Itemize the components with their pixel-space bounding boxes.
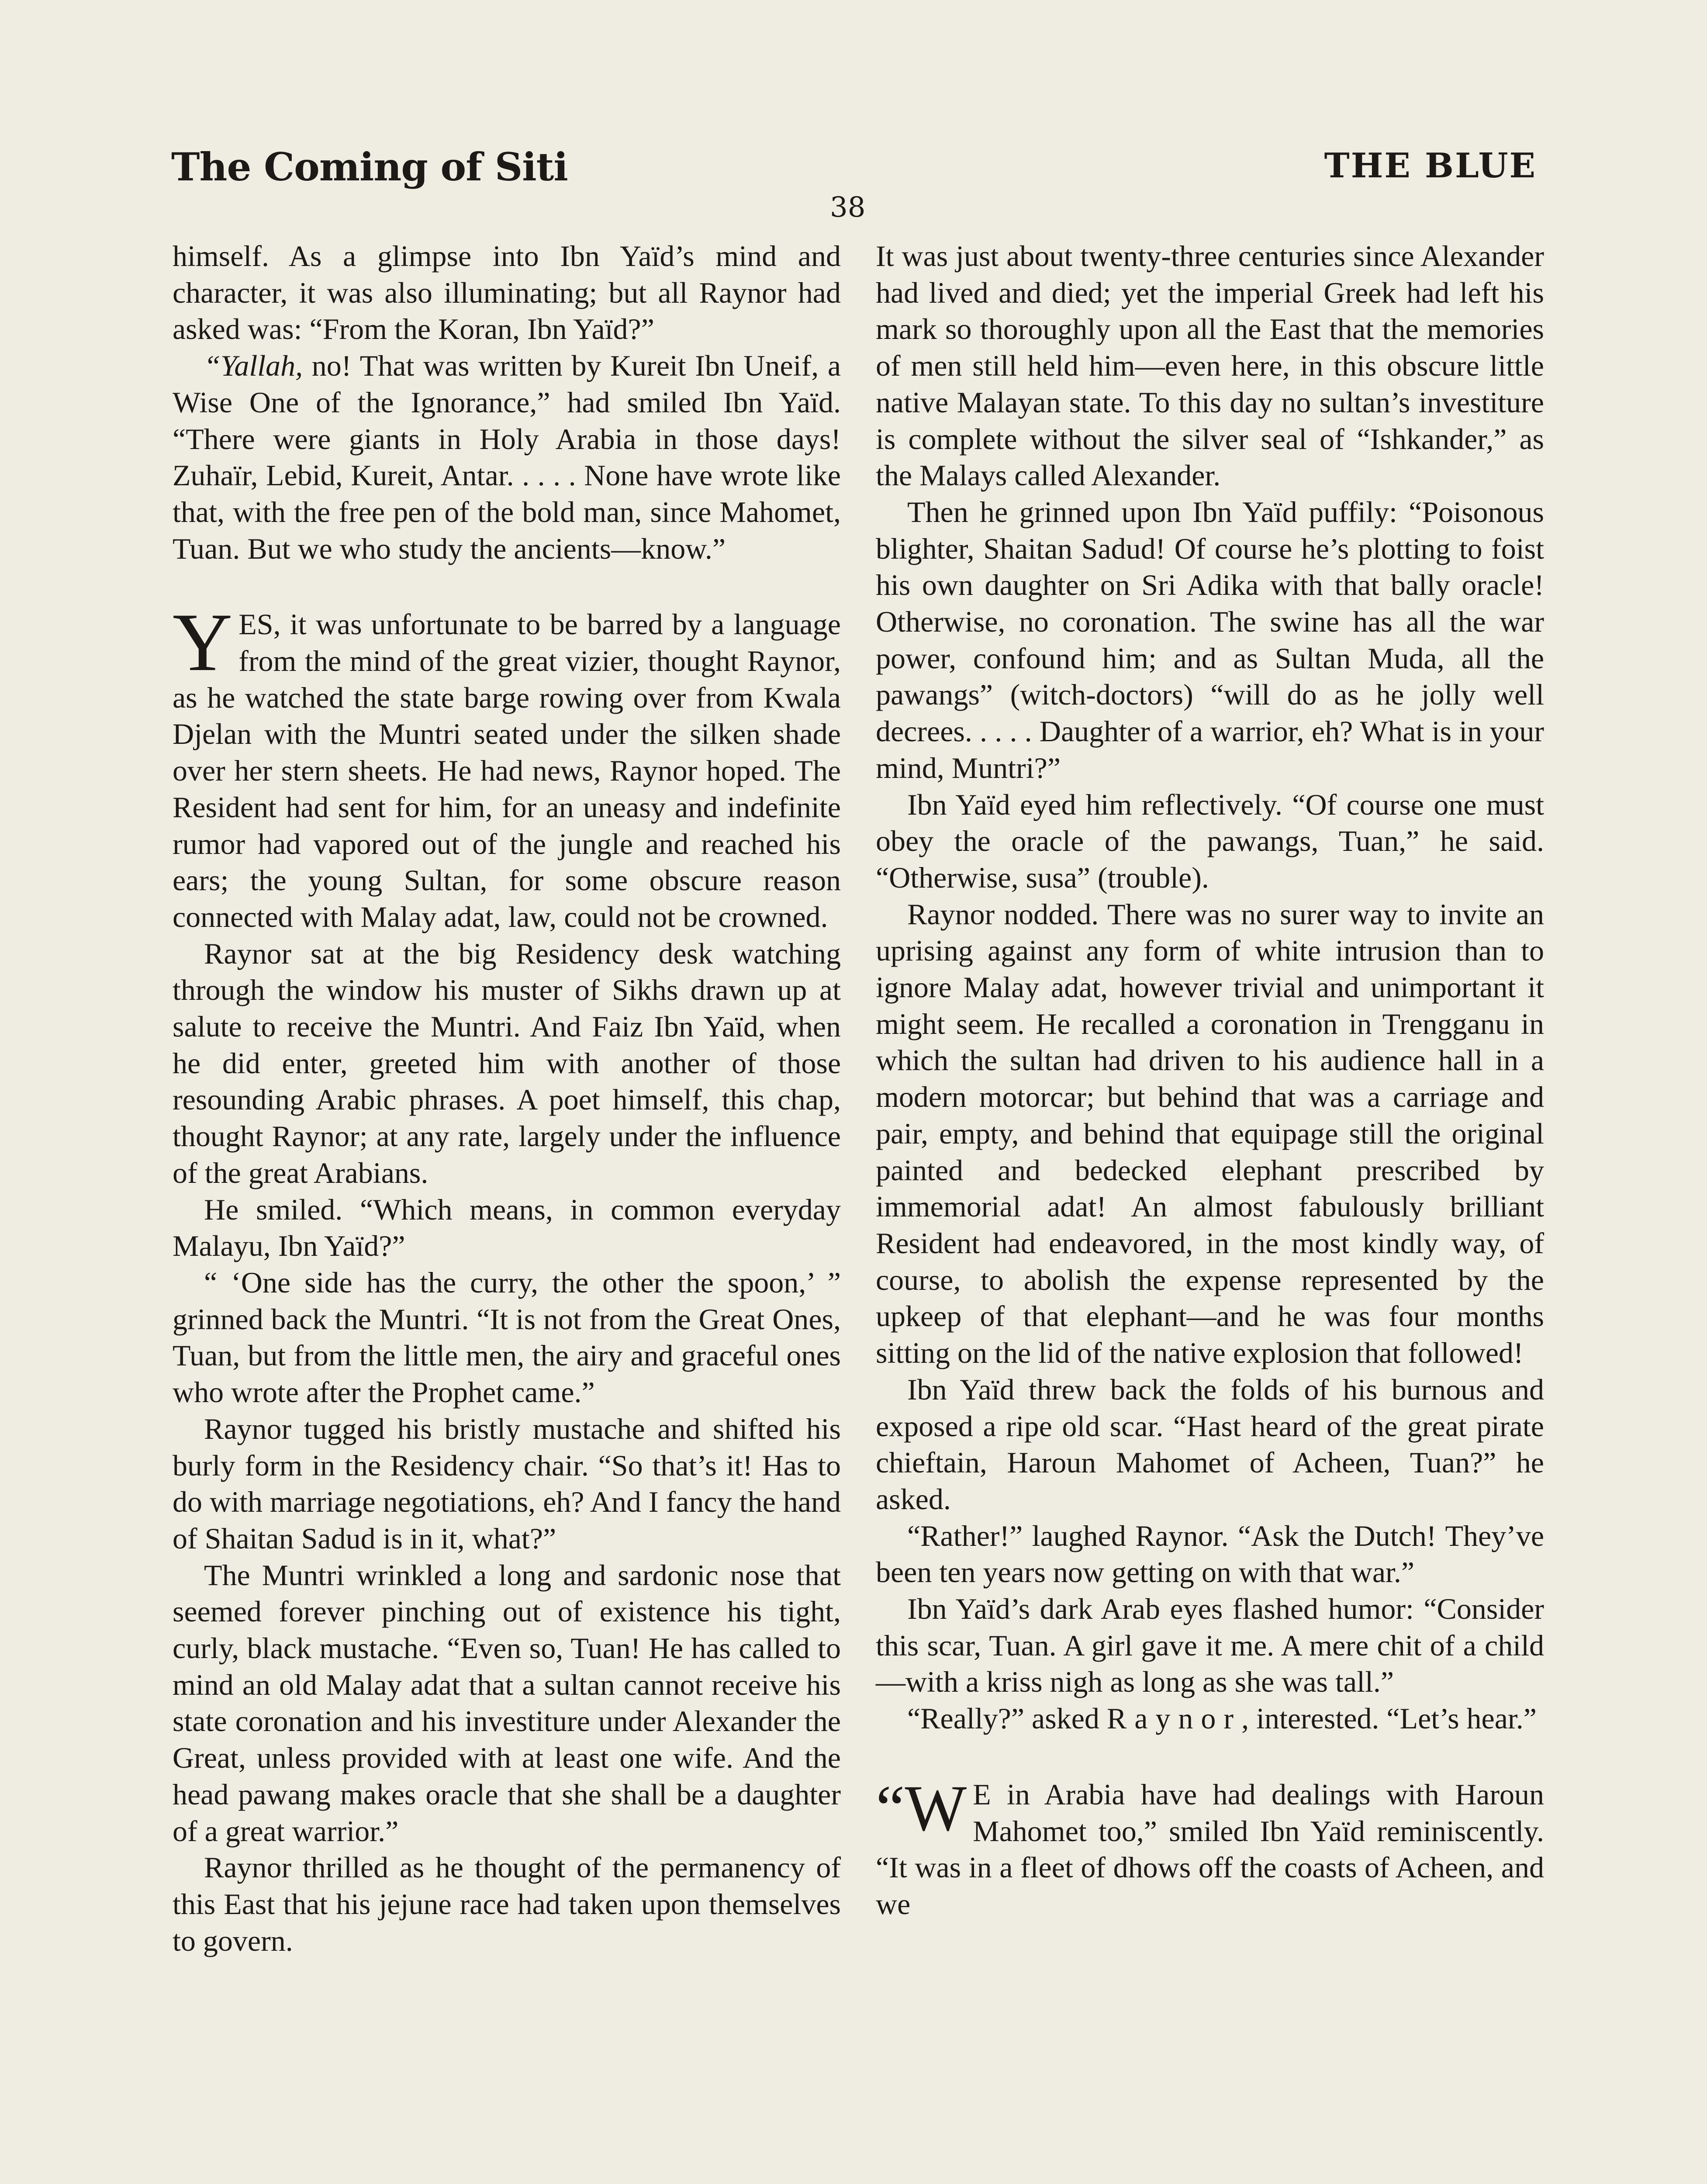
paragraph: “Really?” asked Raynor, interested. “Let’s hear.”: [907, 1702, 1537, 1735]
paragraph: He smiled. “Which means, in common everyday Malayu, Ibn Yaïd?”: [173, 1192, 841, 1263]
paragraph: The Muntri wrinkled a long and sardonic nose that seemed forever pinching out of existence his tight, curly, black mustache. “Even so, Tuan! He has called to mind an old Malay adat that a sultan cannot receive his state coronation and his investiture under Alexander the Great, unless provided with at least one wife. And the head pawang makes oracle that she shall be a daughter of a great warrior.”: [173, 1558, 841, 1848]
paragraph: himself. As a glimpse into Ibn Yaïd’s mind and character, it was also illuminating; but all Raynor had asked was: “From the Koran, Ibn Yaïd?”: [173, 239, 841, 346]
paragraph: “Yallah, no! That was written by Kureit Ibn Uneif, a Wise One of the Ignorance,” had smiled Ibn Yaïd. “There were giants in Holy Arabia in those days! Zuhaïr, Lebid, Kureit, Antar. . . . . None have wrote like that, with the free pen of the bold man, since Mahomet, Tuan. But we who study the ancients—know.”: [173, 349, 841, 565]
paragraph: Raynor sat at the big Residency desk watching through the window his muster of Sikhs drawn up at salute to receive the Muntri. And Faiz Ibn Yaïd, when he did enter, greeted him with another of those resounding Arabic phrases. A poet himself, this chap, thought Raynor; at any rate, largely under the influence of the great Arabians.: [173, 936, 841, 1189]
paragraph: “Rather!” laughed Raynor. “Ask the Dutch! They’ve been ten years now getting on with that war.”: [876, 1519, 1544, 1589]
page-number: 38: [830, 191, 866, 224]
drop-cap: Y: [173, 597, 233, 689]
paragraph: Raynor tugged his bristly mustache and shifted his burly form in the Residency chair. “So that’s it! Has to do with marriage negotiations, eh? And I fancy the hand of Shaitan Sadud is in it, what?”: [173, 1412, 841, 1555]
drop-cap: “W: [876, 1772, 967, 1845]
paragraph: Raynor thrilled as he thought of the permanency of this East that his jejune race had taken upon themselves to govern.: [173, 1851, 841, 1957]
magazine-title: THE BLUE: [1324, 146, 1537, 186]
paragraph: It was just about twenty-three centuries since Alexander had lived and died; yet the imperial Greek had left his mark so thoroughly upon all the East that the memories of men still held him—even here, in this obscure little native Malayan state. To this day no sultan’s investiture is complete without the silver seal of “Ishkander,” as the Malays called Alexander.: [876, 239, 1544, 492]
paragraph-dropcap: YES, it was unfortunate to be barred by a language from the mind of the great vizier, thought Raynor, as he watched the state barge rowing over from Kwala Djelan with the Muntri seated under the silken shade over her stern sheets. He had news, Raynor hoped. The Resident had sent for him, for an uneasy and indefinite rumor had vapored out of the jungle and reached his ears; the young Sultan, for some obscure reason connected with Malay adat, law, could not be crowned.: [173, 597, 841, 933]
paragraph: “ ‘One side has the curry, the other the spoon,’ ” grinned back the Muntri. “It is not from the Great Ones, Tuan, but from the little men, the airy and graceful ones who wrote after the Prophet came.”: [173, 1265, 841, 1409]
right-column: [876, 238, 1544, 1923]
paragraph: Then he grinned upon Ibn Yaïd puffily: “Poisonous blighter, Shaitan Sadud! Of course he’s plotting to foist his own daughter on Sri Adika with that bally oracle! Otherwise, no coronation. The swine has all the war power, confound him; and as Sultan Muda, all the pawangs” (witch-doctors) “will do as he jolly well decrees. . . . . Daughter of a warrior, eh? What is in your mind, Muntri?”: [876, 495, 1544, 784]
paragraph: Ibn Yaïd eyed him reflectively. “Of course one must obey the oracle of the pawangs, Tuan,” he said. “Otherwise, susa” (trouble).: [876, 788, 1544, 894]
paragraph: Raynor nodded. There was no surer way to invite an uprising against any form of white intrusion than to ignore Malay adat, however trivial and unimportant it might seem. He recalled a coronation in Trengganu in which the sultan had driven to his audience hall in a modern motorcar; but behind that was a carriage and pair, empty, and behind that equipage still the original painted and bedecked elephant prescribed by immemorial adat! An almost fabulously brilliant Resident had endeavored, in the most kindly way, of course, to abolish the expense represented by the upkeep of that elephant—and he was four months sitting on the lid of the native explosion that followed!: [876, 897, 1544, 1370]
paragraph: Ibn Yaïd threw back the folds of his burnous and exposed a ripe old scar. “Hast heard of the great pirate chieftain, Haroun Mahomet of Acheen, Tuan?” he asked.: [876, 1372, 1544, 1516]
story-title: The Coming of Siti: [171, 144, 568, 190]
left-column: [173, 238, 841, 1959]
paragraph-dropcap: “W E in Arabia have had dealings with Haroun Mahomet too,” smiled Ibn Yaïd reminiscently. “It was in a fleet of dhows off the coasts of Acheen, and we: [876, 1772, 1544, 1921]
paragraph: Ibn Yaïd’s dark Arab eyes flashed humor: “Consider this scar, Tuan. A girl gave it me. A mere chit of a child—with a kriss nigh as long as she was tall.”: [876, 1592, 1544, 1699]
